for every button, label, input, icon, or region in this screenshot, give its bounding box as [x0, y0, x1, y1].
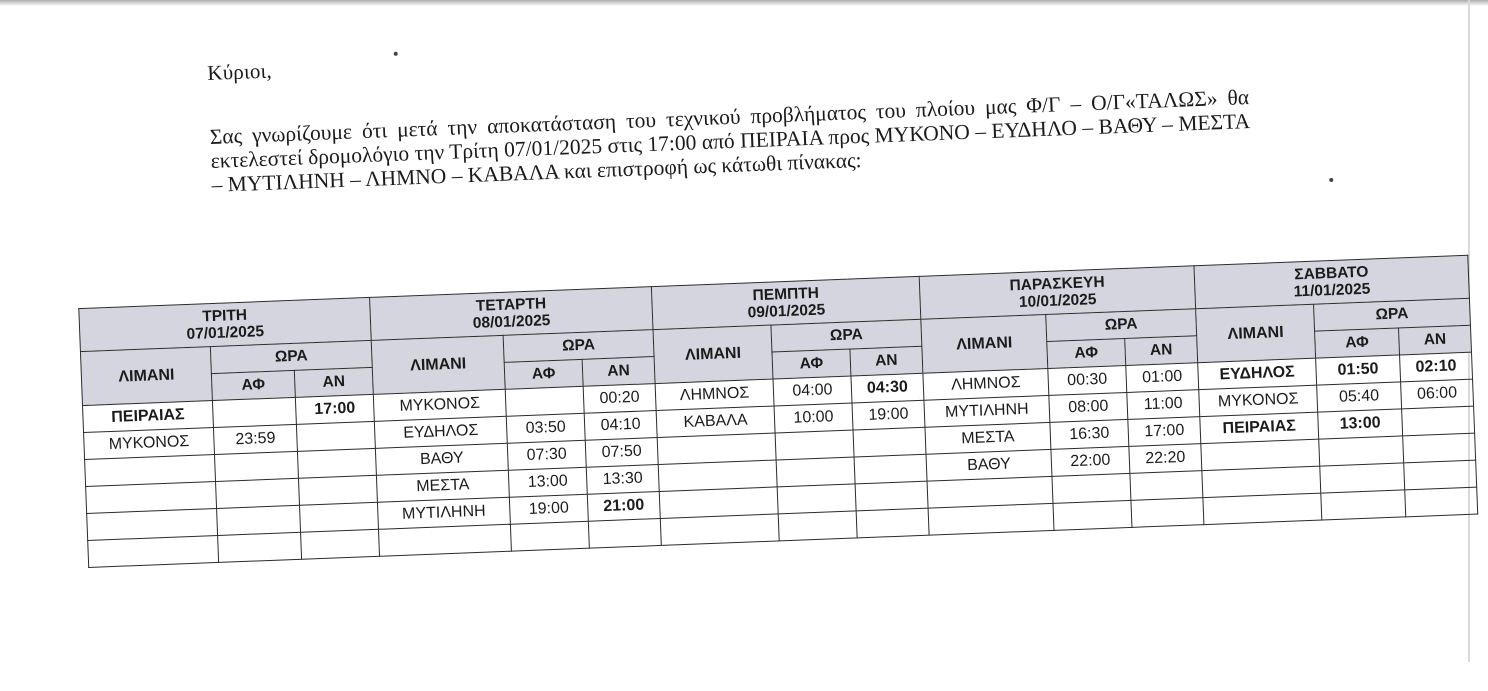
- arrival-column-header: ΑΝ: [294, 367, 373, 397]
- day-name: ΤΡΙΤΗ: [201, 306, 248, 326]
- departure-time-cell: 01:50: [1316, 355, 1401, 385]
- arrival-time-cell: [1405, 487, 1478, 517]
- port-cell: ΜΥΚΟΝΟΣ: [373, 389, 506, 421]
- departure-column-header: ΑΦ: [772, 349, 851, 379]
- port-cell: [88, 535, 219, 567]
- port-column-header: ΛΙΜΑΝΙ: [80, 347, 212, 406]
- port-cell: ΕΥΔΗΛΟΣ: [1198, 358, 1317, 390]
- departure-column-header: ΑΦ: [211, 370, 295, 400]
- day-date: 08/01/2025: [472, 312, 551, 333]
- day-name: ΠΕΜΠΤΗ: [752, 284, 820, 305]
- departure-time-cell: [510, 521, 589, 551]
- departure-column-header: ΑΦ: [1315, 328, 1400, 358]
- arrival-time-cell: [1131, 498, 1204, 528]
- arrival-time-cell: 02:10: [1400, 352, 1473, 382]
- arrival-time-cell: [1402, 406, 1475, 436]
- arrival-time-cell: [588, 518, 661, 548]
- departure-time-cell: [214, 451, 298, 481]
- departure-column-header: ΑΦ: [1047, 338, 1126, 368]
- departure-column-header: ΑΦ: [504, 359, 583, 389]
- arrival-time-cell: 21:00: [587, 491, 660, 521]
- departure-time-cell: 07:30: [507, 440, 586, 470]
- arrival-time-cell: 04:30: [851, 373, 924, 403]
- departure-time-cell: [778, 511, 857, 541]
- arrival-time-cell: 19:00: [852, 400, 925, 430]
- port-column-header: ΛΙΜΑΝΙ: [1196, 304, 1316, 362]
- departure-time-cell: 13:00: [508, 467, 587, 497]
- arrival-time-cell: [298, 475, 377, 505]
- departure-time-cell: [1320, 463, 1405, 493]
- departure-time-cell: [1053, 500, 1132, 530]
- port-cell: ΕΥΔΗΛΟΣ: [374, 416, 507, 448]
- port-cell: [1203, 493, 1322, 525]
- port-cell: ΚΑΒΑΛΑ: [656, 406, 775, 438]
- day-name: ΣΑΒΒΑΤΟ: [1294, 263, 1369, 284]
- port-cell: ΛΗΜΝΟΣ: [923, 368, 1049, 400]
- port-column-header: ΛΙΜΑΝΙ: [371, 335, 505, 394]
- arrival-time-cell: 04:10: [584, 411, 657, 441]
- letter-paragraph: Σας γνωρίζουμε ότι μετά την αποκατάσταση του τεχνικού προβλήματος του πλοίου μας Φ/Γ – Ο/Γ«ΤΑΛΩΣ» θα εκτελεστεί δρομολόγιο την Τρίτη 07/01/2025 στις 17:00 από ΠΕΙΡΑΙΑ προς ΜΥΚΟΝΟ – ΕΥΔΗΛΟ – ΒΑΘΥ – ΜΕΣΤΑ – ΜΥΤΙΛΗΝΗ – ΛΗΜΝΟ – ΚΑΒΑΛΑ και επιστροφή ως κάτωθι πίνακας:: [209, 85, 1251, 197]
- day-name: ΤΕΤΑΡΤΗ: [475, 295, 547, 315]
- port-cell: [378, 524, 511, 556]
- port-cell: ΜΕΣΤΑ: [925, 422, 1051, 454]
- port-cell: ΠΕΙΡΑΙΑΣ: [83, 401, 214, 433]
- arrival-time-cell: 17:00: [1128, 417, 1201, 447]
- departure-time-cell: [218, 532, 302, 562]
- arrival-time-cell: 11:00: [1127, 390, 1200, 420]
- port-cell: ΠΕΙΡΑΙΑΣ: [1200, 412, 1319, 444]
- departure-time-cell: [777, 484, 856, 514]
- arrival-time-cell: 13:30: [586, 464, 659, 494]
- arrival-time-cell: 22:20: [1129, 444, 1202, 474]
- arrival-column-header: ΑΝ: [1125, 336, 1198, 366]
- arrival-time-cell: [297, 448, 376, 478]
- arrival-time-cell: [1130, 471, 1203, 501]
- departure-time-cell: 03:50: [506, 413, 585, 443]
- port-cell: [660, 514, 779, 546]
- departure-time-cell: [1319, 436, 1404, 466]
- time-column-header: ΩΡΑ: [1314, 298, 1471, 331]
- arrival-time-cell: [300, 502, 379, 532]
- arrival-time-cell: 17:00: [295, 394, 374, 424]
- port-cell: ΒΑΘΥ: [375, 443, 508, 475]
- day-date: 07/01/2025: [186, 323, 265, 344]
- departure-time-cell: 16:30: [1050, 419, 1129, 449]
- arrival-column-header: ΑΝ: [1399, 325, 1472, 355]
- arrival-time-cell: [854, 454, 927, 484]
- departure-time-cell: 08:00: [1049, 392, 1128, 422]
- departure-time-cell: 22:00: [1051, 446, 1130, 476]
- time-column-header: ΩΡΑ: [503, 330, 654, 363]
- departure-time-cell: [1321, 490, 1406, 520]
- port-cell: ΜΥΚΟΝΟΣ: [1199, 385, 1318, 417]
- day-date: 10/01/2025: [1018, 291, 1097, 312]
- arrival-time-cell: 00:20: [583, 384, 656, 414]
- schedule-table: [78, 255, 1478, 568]
- port-column-header: ΛΙΜΑΝΙ: [921, 315, 1048, 374]
- departure-time-cell: [505, 386, 584, 416]
- arrival-time-cell: 06:00: [1401, 379, 1474, 409]
- arrival-column-header: ΑΝ: [850, 346, 923, 376]
- time-column-header: ΩΡΑ: [210, 340, 372, 373]
- departure-time-cell: 19:00: [509, 494, 588, 524]
- port-cell: ΒΑΘΥ: [926, 449, 1052, 481]
- port-cell: ΜΕΣΤΑ: [376, 470, 509, 502]
- arrival-column-header: ΑΝ: [582, 357, 655, 387]
- departure-time-cell: 04:00: [773, 376, 852, 406]
- arrival-time-cell: [1403, 433, 1476, 463]
- departure-time-cell: 10:00: [774, 403, 853, 433]
- arrival-time-cell: [856, 508, 929, 538]
- letter-salutation: Κύριοι,: [206, 58, 273, 86]
- arrival-time-cell: [301, 529, 380, 559]
- port-cell: ΜΥΤΙΛΗΝΗ: [924, 395, 1050, 427]
- departure-time-cell: 00:30: [1048, 365, 1127, 395]
- arrival-time-cell: 01:00: [1126, 363, 1199, 393]
- departure-time-cell: 23:59: [213, 424, 297, 454]
- arrival-time-cell: [296, 421, 375, 451]
- time-column-header: ΩΡΑ: [771, 319, 922, 352]
- departure-time-cell: [775, 430, 854, 460]
- day-date: 09/01/2025: [747, 301, 826, 322]
- arrival-time-cell: [855, 481, 928, 511]
- port-column-header: ΛΙΜΑΝΙ: [653, 325, 773, 383]
- departure-time-cell: [1052, 473, 1131, 503]
- departure-time-cell: 05:40: [1317, 382, 1402, 412]
- departure-time-cell: [212, 397, 296, 427]
- departure-time-cell: [216, 478, 300, 508]
- day-name: ΠΑΡΑΣΚΕΥΗ: [1009, 273, 1105, 295]
- time-column-header: ΩΡΑ: [1046, 309, 1197, 342]
- departure-time-cell: 13:00: [1318, 409, 1403, 439]
- arrival-time-cell: [1404, 460, 1477, 490]
- scan-speck: [394, 52, 398, 56]
- port-cell: ΜΥΤΙΛΗΝΗ: [377, 497, 510, 529]
- departure-time-cell: [217, 505, 301, 535]
- port-cell: ΜΥΚΟΝΟΣ: [84, 428, 215, 460]
- scan-speck: [1329, 178, 1333, 182]
- port-cell: [928, 503, 1054, 535]
- arrival-time-cell: 07:50: [585, 438, 658, 468]
- day-date: 11/01/2025: [1293, 280, 1371, 301]
- port-cell: ΛΗΜΝΟΣ: [655, 379, 774, 411]
- departure-time-cell: [776, 457, 855, 487]
- arrival-time-cell: [853, 427, 926, 457]
